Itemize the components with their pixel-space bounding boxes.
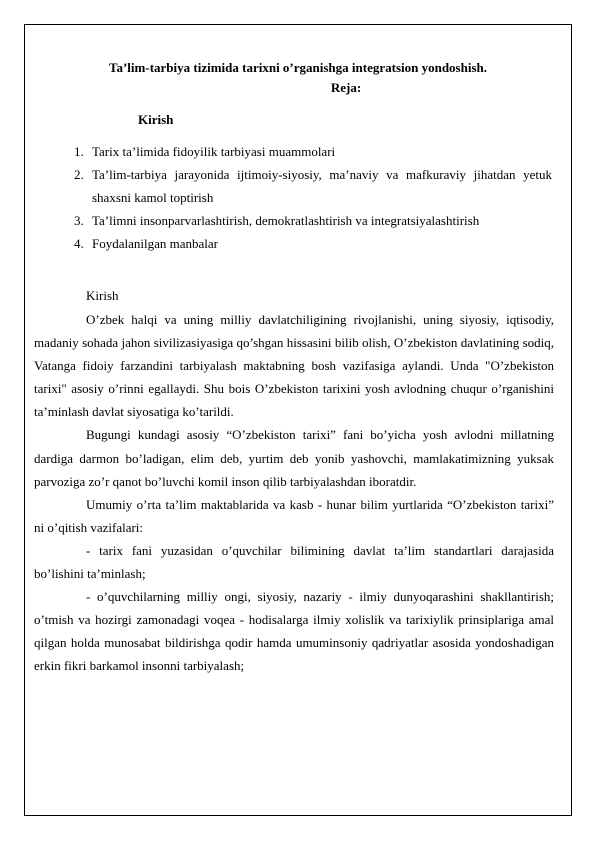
body-paragraph: - tarix fani yuzasidan o’quvchilar bilimining davlat ta’lim standartlari darajasida bo’lishini ta’minlash; — [34, 542, 554, 582]
body-paragraph: O’zbek halqi va uning milliy davlatchiligining rivojlanishi, uning siyosiy, iqtisodiy, madaniy sohada jahon sivilizasiyasiga qo’shgan hissasini bilib olish, O’zbekiston davlatining sodiq, Vatanga fidoiy farzandini tarbiyalash maktabning bosh vazifasiga aylandi. Unda "O’zbekiston tarixi" asosiy o’rinni egallaydi. Shu bois O’zbekiston tarixini yosh avlodning chuqur o’rganishini ta’minlash davlat siyosatiga ko’tarildi. — [34, 312, 554, 420]
body-paragraph: Umumiy o’rta ta’lim maktablarida va kasb - hunar bilim yurtlarida “O’zbekiston tarixi” ni o’qitish vazifalari: — [34, 496, 554, 535]
body-text — [34, 308, 554, 678]
plan-item — [60, 209, 552, 232]
plan-item-text: Ta’limni insonparvarlashtirish, demokratlashtirish va integratsiyalashtirish — [92, 213, 480, 228]
body-paragraph: - o’quvchilarning milliy ongi, siyosiy, nazariy - ilmiy dunyoqarashini shakllantirish; o’tmish va hozirgi zamonadagi voqea - hodisalarga ilmiy xolislik va tarixiylik prinsiplariga amal qilgan holda munosabat bildirishga qodir hamda umuminsoniy qadriyatlar asosida yondoshadigan erkin fikri barkamol insonni tarbiyalash; — [34, 589, 554, 674]
plan-item-text: Tarix ta’limida fidoyilik tarbiyasi muammolari — [92, 144, 336, 159]
plan-item-number: 4. — [74, 236, 84, 251]
plan-item — [60, 140, 552, 163]
intro-section-label: Kirish — [86, 288, 119, 303]
plan-item — [60, 232, 552, 255]
plan-item-text: Foydalanilgan manbalar — [92, 236, 218, 251]
plan-heading: Reja: — [330, 80, 362, 95]
plan-item-text: Ta’lim-tarbiya jarayonida ijtimoiy-siyosiy, ma’naviy va mafkuraviy jihatdan yetuk shaxsni kamol toptirish — [92, 167, 552, 205]
plan-item-number: 3. — [74, 213, 84, 228]
plan-item-number: 2. — [74, 167, 84, 182]
body-paragraph: Bugungi kundagi asosiy “O’zbekiston tarixi” fani bo’yicha yosh avlodni millatning dardiga darmon bo’ladigan, elim deb, yurtim deb yonib yashovchi, mamlakatimizning yuksak parvoziga zo’r qanot bo’luvchi komil inson qilib tarbiyalashdan iboratdir. — [34, 427, 554, 489]
plan-list — [60, 140, 552, 255]
intro-heading: Kirish — [138, 112, 174, 127]
document-title: Ta’lim-tarbiya tizimida tarixni o’rganishga integratsion yondoshish. — [109, 60, 487, 75]
plan-item-number: 1. — [74, 144, 84, 159]
plan-item — [60, 163, 552, 209]
